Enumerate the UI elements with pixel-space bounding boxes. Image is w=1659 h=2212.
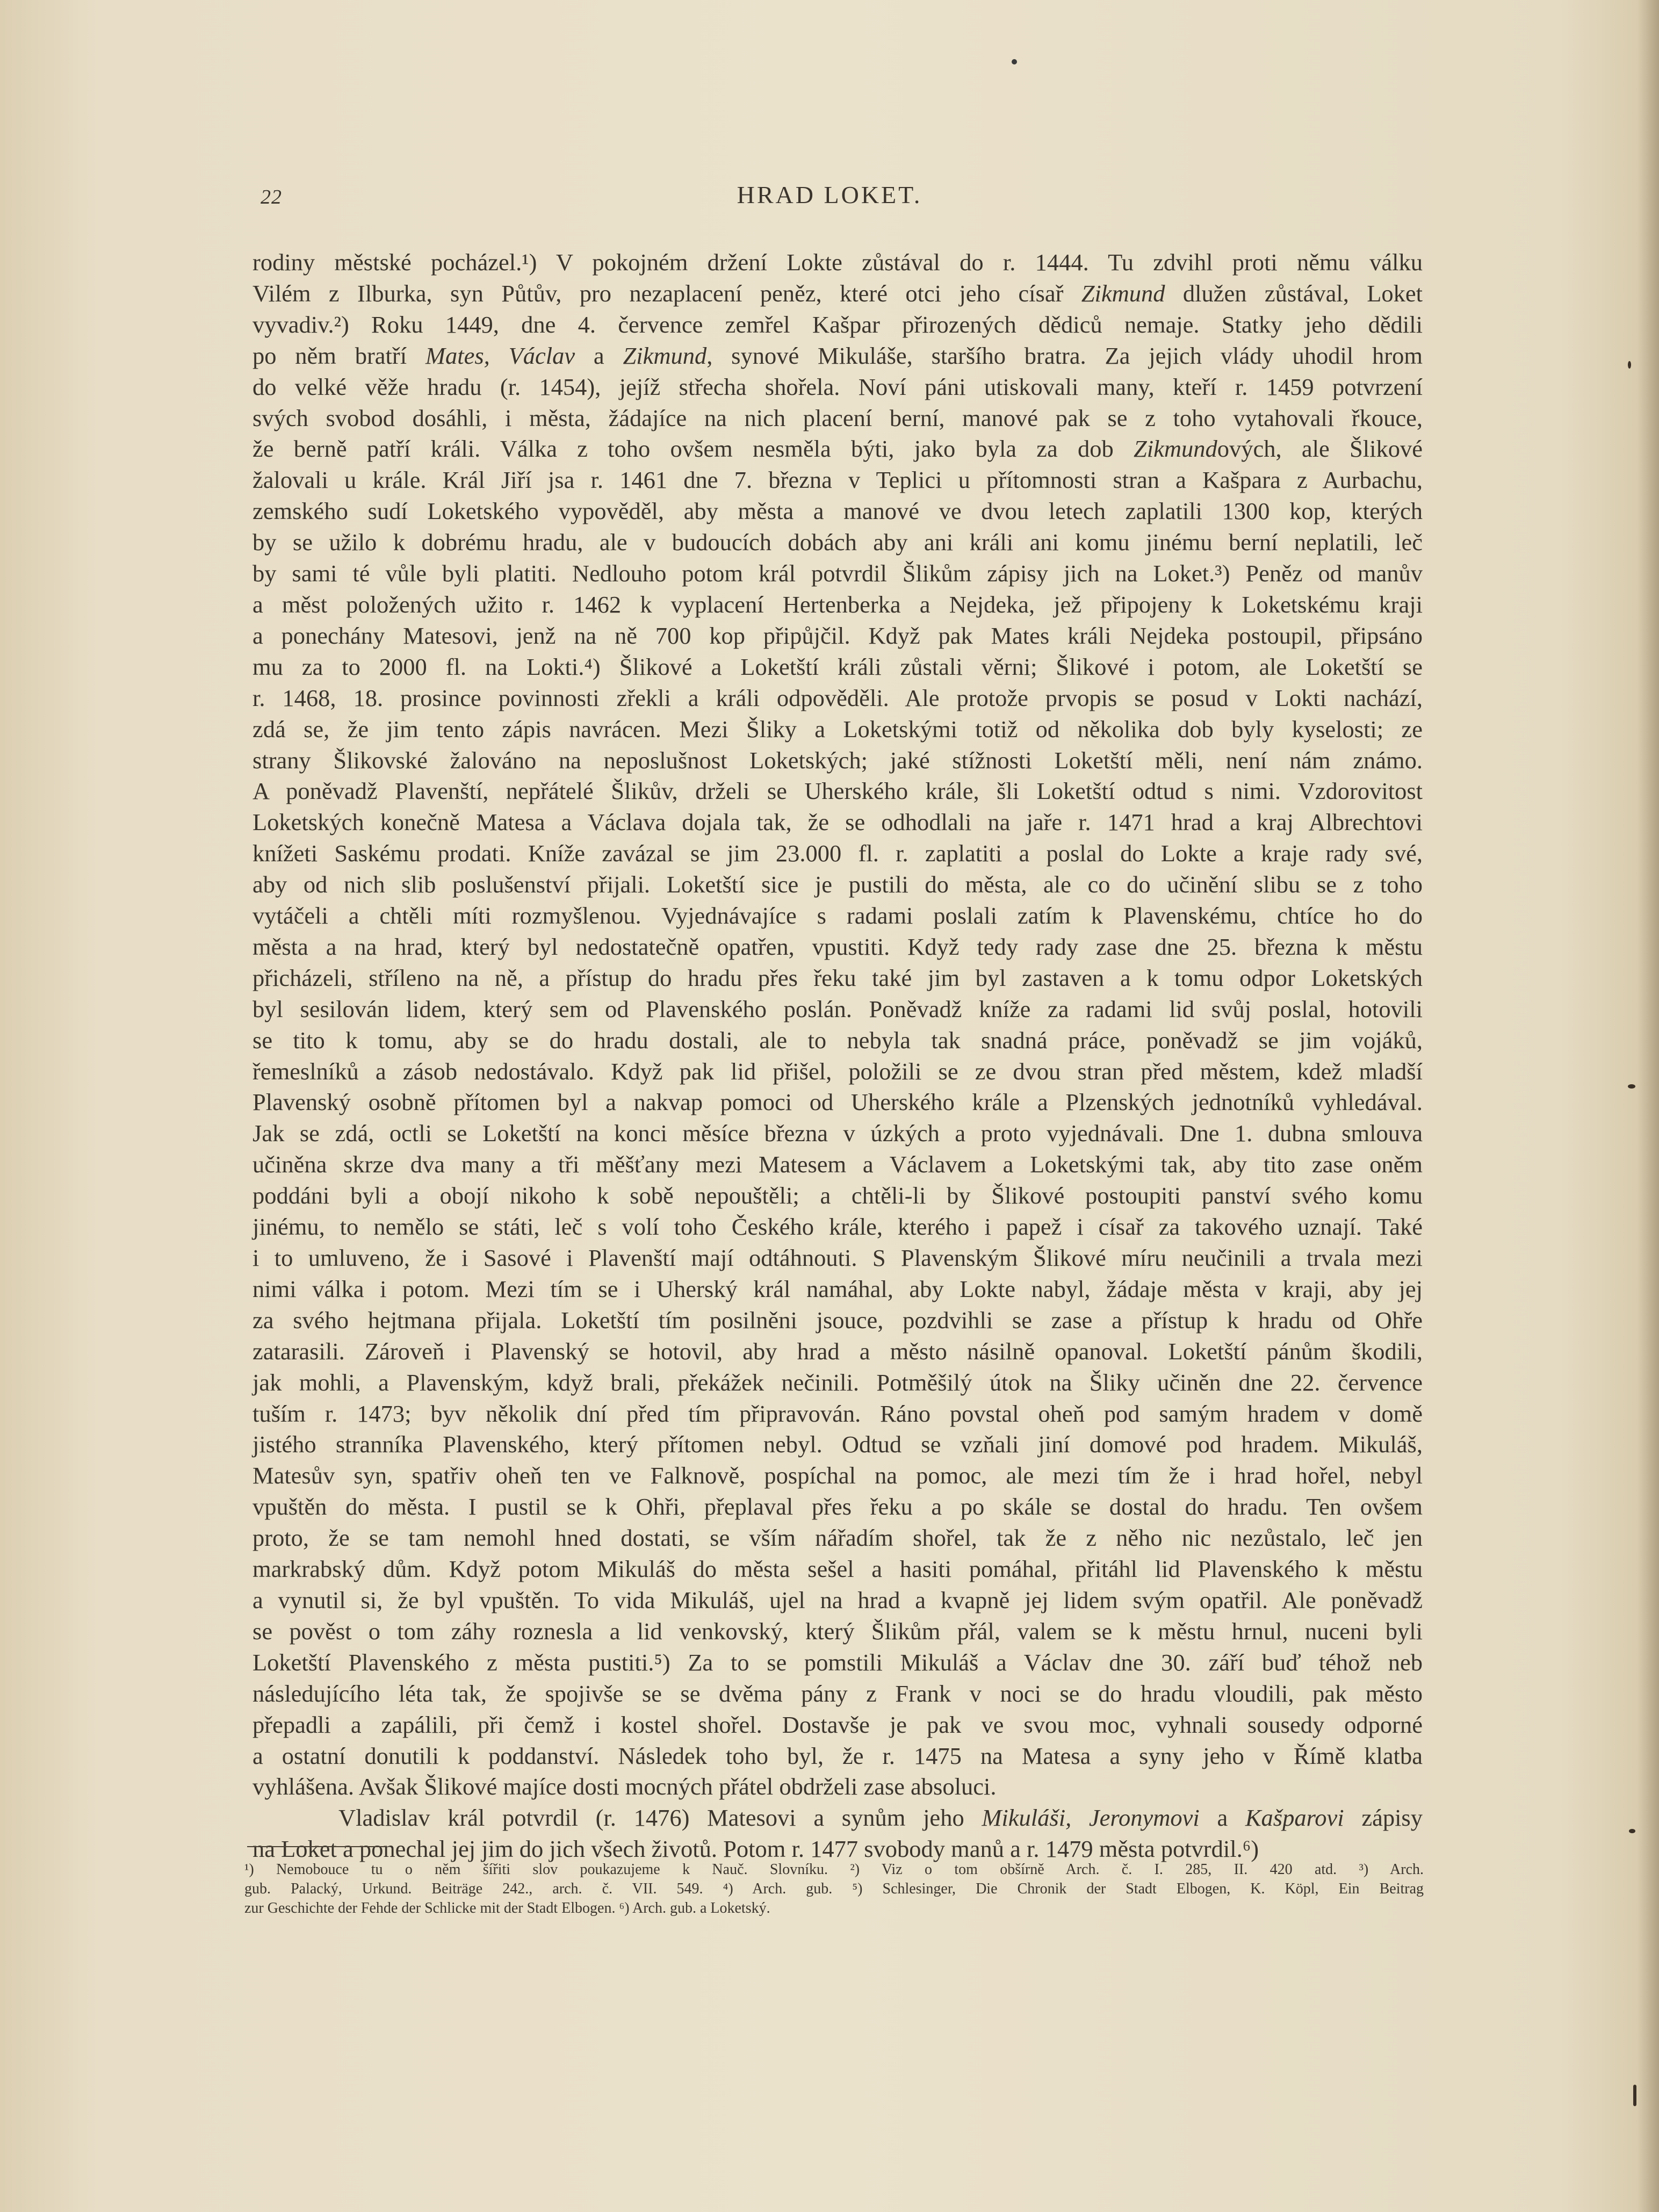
body-line: přicházeli, stříleno na ně, a přístup do hradu přes řeku také jim byl zastaven a k tomu odpor Loketských — [253, 964, 1423, 991]
body-line: aby od nich slib poslušenství přijali. Loketští sice je pustili do města, ale co do učinění slibu se z toho — [253, 871, 1423, 898]
margin-mark — [1633, 2085, 1636, 2106]
body-line: řemeslníků a zásob nedostávalo. Když pak lid přišel, položili se ze dvou stran před městem, kdež mladší — [253, 1057, 1423, 1085]
body-line: zdá se, že jim tento zápis navrácen. Mezi Šliky a Loketskými totiž od několika dob byly kyselosti; ze — [253, 715, 1423, 743]
page-number: 22 — [261, 186, 282, 208]
body-line: po něm bratří Mates, Václav a Zikmund, synové Mikuláše, staršího bratra. Za jejich vlády uhodil hrom — [253, 342, 1423, 369]
body-line: vpuštěn do města. I pustil se k Ohři, přeplaval přes řeku a po skále se dostal do hradu. Ten ovšem — [253, 1493, 1423, 1521]
body-line: přepadli a zapálili, při čemž i kostel shořel. Dostavše je pak ve svou moc, vyhnali sousedy odporné — [253, 1711, 1423, 1738]
body-line: vyhlášena. Avšak Šlikové majíce dosti mocných přátel obdrželi zase absoluci. — [253, 1773, 997, 1800]
body-line: Loketských konečně Matesa a Václava dojala tak, že se odhodlali na jaře r. 1471 hrad a kraj Albrechtovi — [253, 809, 1423, 836]
ink-speck — [1012, 59, 1017, 64]
body-line: učiněna skrze dva many a tři měšťany mezi Matesem a Václavem a Loketskými tak, aby tito zase oněm — [253, 1151, 1423, 1178]
body-line: knížeti Saskému prodati. Kníže zavázal se jim 23.000 fl. r. zaplatiti a poslal do Lokte a kraje rady své, — [253, 840, 1423, 867]
body-line: rodiny městské pocházel.¹) V pokojném držení Lokte zůstával do r. 1444. Tu zdvihl proti němu válku — [253, 249, 1423, 276]
body-line: by sami té vůle byli platiti. Nedlouho potom král potvrdil Šlikům zápisy jich na Loket.³) Peněz od manův — [253, 560, 1423, 587]
body-line: následujícího léta tak, že spojivše se se dvěma pány z Frank v noci se do hradu vloudili, pak město — [253, 1680, 1423, 1707]
body-line: a ponechány Matesovi, jenž na ně 700 kop připůjčil. Když pak Mates králi Nejdeka postoupil, připsáno — [253, 622, 1423, 649]
body-line: Vladislav král potvrdil (r. 1476) Matesovi a synům jeho Mikuláši, Jeronymovi a Kašparovi zápisy — [338, 1804, 1423, 1832]
page-edge-shadow — [1638, 0, 1659, 2212]
body-line: i to umluveno, že i Sasové i Plavenští mají odtáhnouti. S Plavenským Šlikové míru neučinili a trvala mezi — [253, 1244, 1423, 1271]
body-line: se pověst o tom záhy roznesla a lid venkovský, který Šlikům přál, valem se k městu hrnul, nuceni byli — [253, 1617, 1423, 1645]
body-line: tuším r. 1473; byv několik dní před tím připravován. Ráno povstal oheň pod samým hradem v domě — [253, 1400, 1423, 1427]
body-line: svých svobod dosáhli, i města, žádajíce na nich placení berní, manové pak se z toho vytahovali řkouce, — [253, 404, 1423, 431]
body-line: Plavenský osobně přítomen byl a nakvap pomoci od Uherského krále a Plzenských jednotníků vyhledával. — [253, 1089, 1423, 1116]
body-line: A poněvadž Plavenští, nepřátelé Šlikův, drželi se Uherského krále, šli Loketští odtud s nimi. Vzdorovitost — [253, 777, 1423, 805]
body-line: markrabský dům. Když potom Mikuláš do města sešel a hasiti pomáhal, přitáhl lid Plavenského k městu — [253, 1555, 1423, 1583]
body-line: Loketští Plavenského z města pustiti.⁵) Za to se pomstili Mikuláš a Václav dne 30. září buď téhož neb — [253, 1648, 1423, 1676]
footnote-line: gub. Palacký, Urkund. Beiträge 242., arch. č. VII. 549. ⁴) Arch. gub. ⁵) Schlesinger, Die Chronik der Stadt Elbogen, K. Köpl, Ein Beitrag — [244, 1880, 1424, 1897]
body-line: zemského sudí Loketského vypověděl, aby města a manové ve dvou letech zaplatili 1300 kop, kterých — [253, 498, 1423, 525]
body-line: zatarasili. Zároveň i Plavenský se hotovil, aby hrad a město násilně opanoval. Loketští pánům škodili, — [253, 1337, 1423, 1365]
body-line: mu za to 2000 fl. na Lokti.⁴) Šlikové a Loketští králi zůstali věrni; Šlikové i potom, ale Loketští se — [253, 653, 1423, 680]
body-line: proto, že se tam nemohl hned dostati, se vším nářadím shořel, tak že z něho nic nezůstalo, leč jen — [253, 1524, 1423, 1552]
body-line: jistého stranníka Plavenského, který přítomen nebyl. Odtud se vzňali jiní domové pod hradem. Mikuláš, — [253, 1431, 1423, 1458]
body-line: Matesův syn, spatřiv oheň ten ve Falknově, pospíchal na pomoc, ale mezi tím že i hrad hořel, nebyl — [253, 1462, 1423, 1489]
body-line: na Loket a ponechal jej jim do jich všech životů. Potom r. 1477 svobody manů a r. 1479 města potvrdil.⁶) — [253, 1835, 1259, 1863]
body-line: města a na hrad, který byl nedostatečně opatřen, vpustiti. Když tedy rady zase dne 25. března k městu — [253, 933, 1423, 960]
body-line: za svého hejtmana přijala. Loketští tím posilněni jsouce, pozdvihli se zase a přístup k hradu od Ohře — [253, 1306, 1423, 1334]
body-line: byl sesilován lidem, který sem od Plavenského poslán. Poněvadž kníže za radami lid svůj poslal, hotovili — [253, 995, 1423, 1022]
body-text — [253, 247, 1423, 1865]
body-line: vytáčeli a chtěli míti rozmyšlenou. Vyjednávajíce s radami poslali zatím k Plavenskému, chtíce ho do — [253, 902, 1423, 930]
margin-mark — [1629, 1829, 1635, 1833]
body-line: se tito k tomu, aby se do hradu dostali, ale to nebyla tak snadná práce, poněvadž se jim vojáků, — [253, 1026, 1423, 1054]
body-line: nimi válka i potom. Mezi tím se i Uherský král namáhal, aby Lokte nabyl, žádaje města v kraji, aby jej — [253, 1275, 1423, 1302]
body-line: jinému, to nemělo se státi, leč s volí toho Českého krále, kterého i papež i císař za takového uznají. Také — [253, 1213, 1423, 1241]
body-line: Jak se zdá, octli se Loketští na konci měsíce března v úzkých a proto vyjednávali. Dne 1. dubna smlouva — [253, 1120, 1423, 1147]
body-line: Vilém z Ilburka, syn Půtův, pro nezaplacení peněz, které otci jeho císař Zikmund dlužen zůstával, Loket — [253, 279, 1423, 307]
body-line: strany Šlikovské žalováno na neposlušnost Loketských; jaké stížnosti Loketští měli, není nám známo. — [253, 746, 1423, 774]
footnote-line: ¹) Nemobouce tu o něm šířiti slov poukazujeme k Nauč. Slovníku. ²) Viz o tom obšírně Arch. č. I. 285, II. 420 atd. ³) Arch. — [244, 1861, 1424, 1878]
body-line: a vynutil si, že byl vpuštěn. To vida Mikuláš, ujel na hrad a kvapně jej lidem svým opatřil. Ale poněvadž — [253, 1586, 1423, 1613]
footnote-line: zur Geschichte der Fehde der Schlicke mit der Stadt Elbogen. ⁶) Arch. gub. a Loketský. — [244, 1900, 770, 1916]
body-line: že berně patří králi. Válka z toho ovšem nesměla býti, jako byla za dob Zikmundových, ale Šlikové — [253, 435, 1423, 463]
body-line: r. 1468, 18. prosince povinnosti zřekli a králi odpověděli. Ale protože prvopis se posud v Lokti nachází, — [253, 684, 1423, 711]
body-line: žalovali u krále. Král Jiří jsa r. 1461 dne 7. března v Teplici u přítomnosti stran a Kašpara z Aurbachu, — [253, 466, 1423, 494]
margin-mark — [1628, 361, 1631, 369]
body-line: a měst položených užito r. 1462 k vyplacení Hertenberka a Nejdeka, jež připojeny k Loketskému kraji — [253, 590, 1423, 618]
footnote-rule — [247, 1846, 387, 1847]
margin-mark — [1628, 1084, 1635, 1089]
body-line: vyvadiv.²) Roku 1449, dne 4. července zemřel Kašpar přirozených dědiců nemaje. Statky jeho dědili — [253, 311, 1423, 338]
footnotes — [244, 1860, 1424, 1918]
body-line: a ostatní donutili k poddanství. Následek toho byl, že r. 1475 na Matesa a syny jeho v Římě klatba — [253, 1742, 1423, 1769]
body-line: do velké věže hradu (r. 1454), jejíž střecha shořela. Noví páni utiskovali many, kteří r. 1459 potvrzení — [253, 373, 1423, 400]
body-line: poddáni byli a obojí nikoho k sobě nepouštěli; a chtěli-li by Šlikové postoupiti panství svého komu — [253, 1182, 1423, 1209]
body-line: jak mohli, a Plavenským, když brali, překážek nečinili. Potměšilý útok na Šliky učiněn dne 22. července — [253, 1368, 1423, 1396]
body-line: by se užilo k dobrému hradu, ale v budoucích dobách aby ani králi ani komu jinému berní neplatili, leč — [253, 529, 1423, 556]
running-title: HRAD LOKET. — [737, 181, 922, 208]
